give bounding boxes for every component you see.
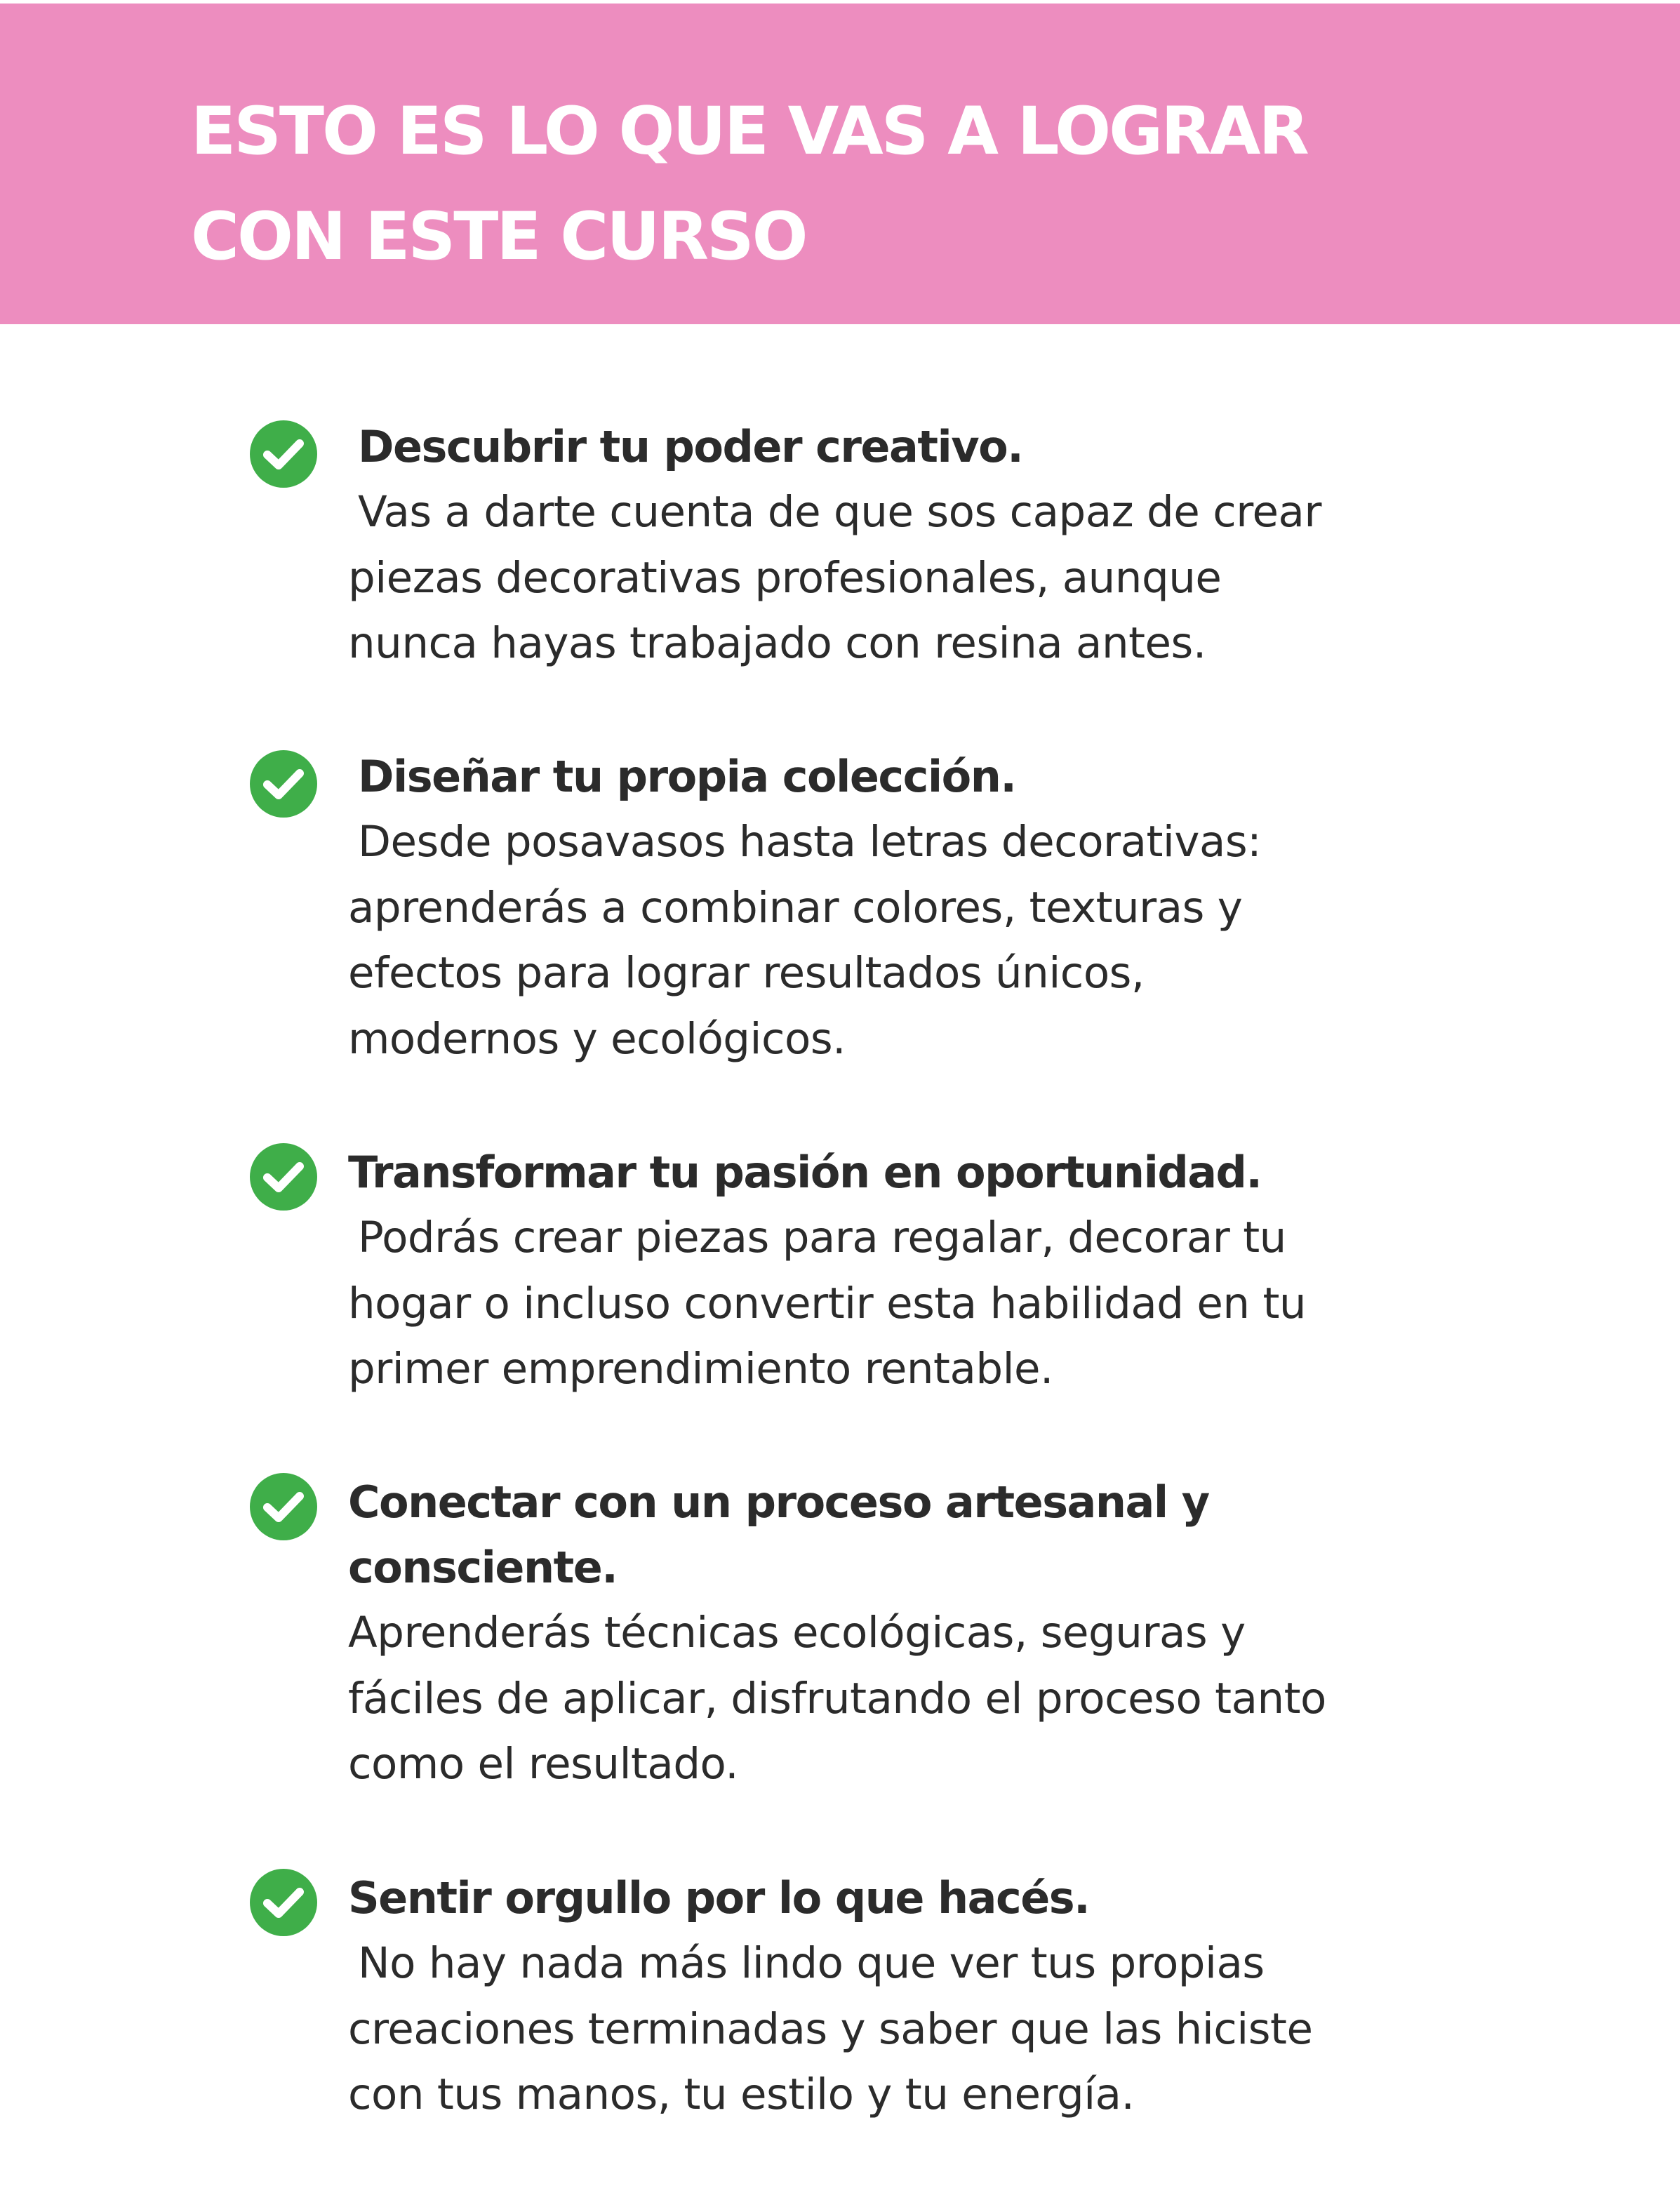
page-title-line: ESTO ES LO QUE VAS A LOGRAR	[191, 93, 1307, 170]
check-circle-icon	[250, 750, 317, 818]
page-title-line: CON ESTE CURSO	[191, 199, 806, 275]
check-circle-icon	[250, 1143, 317, 1211]
page-title	[191, 79, 1524, 290]
benefit-description: Desde posavasos hasta letras decorativas: aprenderás a combinar colores, texturas y efectos para lograr resultados únicos, modernos y ecológicos.	[348, 817, 1262, 1064]
check-circle-icon	[250, 420, 317, 488]
benefit-title: Conectar con un proceso artesanal y consciente.	[348, 1477, 1209, 1593]
check-circle-icon	[250, 1473, 317, 1540]
benefit-description: Vas a darte cuenta de que sos capaz de crear piezas decorativas profesionales, aunque nunca hayas trabajado con resina antes.	[348, 487, 1321, 668]
benefit-description: Aprenderás técnicas ecológicas, seguras y fáciles de aplicar, disfrutando el proceso tanto como el resultado.	[348, 1608, 1326, 1789]
benefit-title: Descubrir tu poder creativo.	[358, 421, 1023, 472]
check-circle-icon	[250, 1869, 317, 1936]
benefit-description: Podrás crear piezas para regalar, decorar tu hogar o incluso convertir esta habilidad en tu primer emprendimiento rentable.	[348, 1213, 1307, 1394]
benefit-title: Sentir orgullo por lo que hacés.	[348, 1872, 1090, 1924]
benefit-title: Diseñar tu propia colección.	[358, 751, 1016, 802]
header-banner	[0, 4, 1680, 324]
benefit-description: No hay nada más lindo que ver tus propias creaciones terminadas y saber que las hiciste con tus manos, tu estilo y tu energía.	[348, 1938, 1313, 2119]
benefit-title: Transformar tu pasión en oportunidad.	[348, 1147, 1262, 1198]
